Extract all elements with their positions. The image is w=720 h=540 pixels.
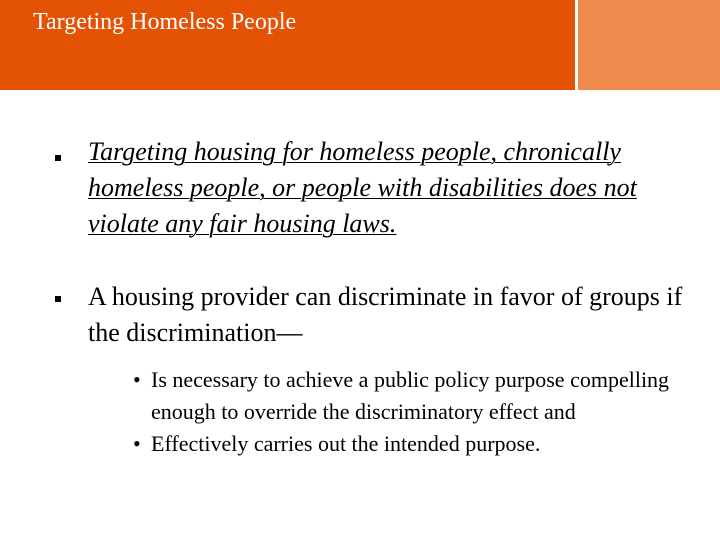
sub-bullet-item: [133, 428, 693, 460]
dot-bullet-icon: •: [133, 367, 141, 392]
sub-bullet-item: [133, 364, 693, 428]
square-bullet-icon: [55, 296, 61, 302]
square-bullet-icon: [55, 155, 61, 161]
bullet-text-targeting-housing: Targeting housing for homeless people, chronically homeless people, or people with disabilities does not violate any fair housing laws.: [88, 137, 637, 238]
dot-bullet-icon: •: [133, 431, 141, 456]
sub-bullet-list: [133, 364, 693, 460]
sub-bullet-text: Effectively carries out the intended purpose.: [151, 431, 541, 456]
bullet-text-housing-provider: A housing provider can discriminate in favor of groups if the discrimination—: [88, 282, 683, 347]
slide-title: Targeting Homeless People: [33, 9, 297, 35]
title-accent-bar: [578, 0, 720, 90]
sub-bullet-text: Is necessary to achieve a public policy purpose compelling enough to override the discriminatory effect and: [151, 367, 670, 424]
